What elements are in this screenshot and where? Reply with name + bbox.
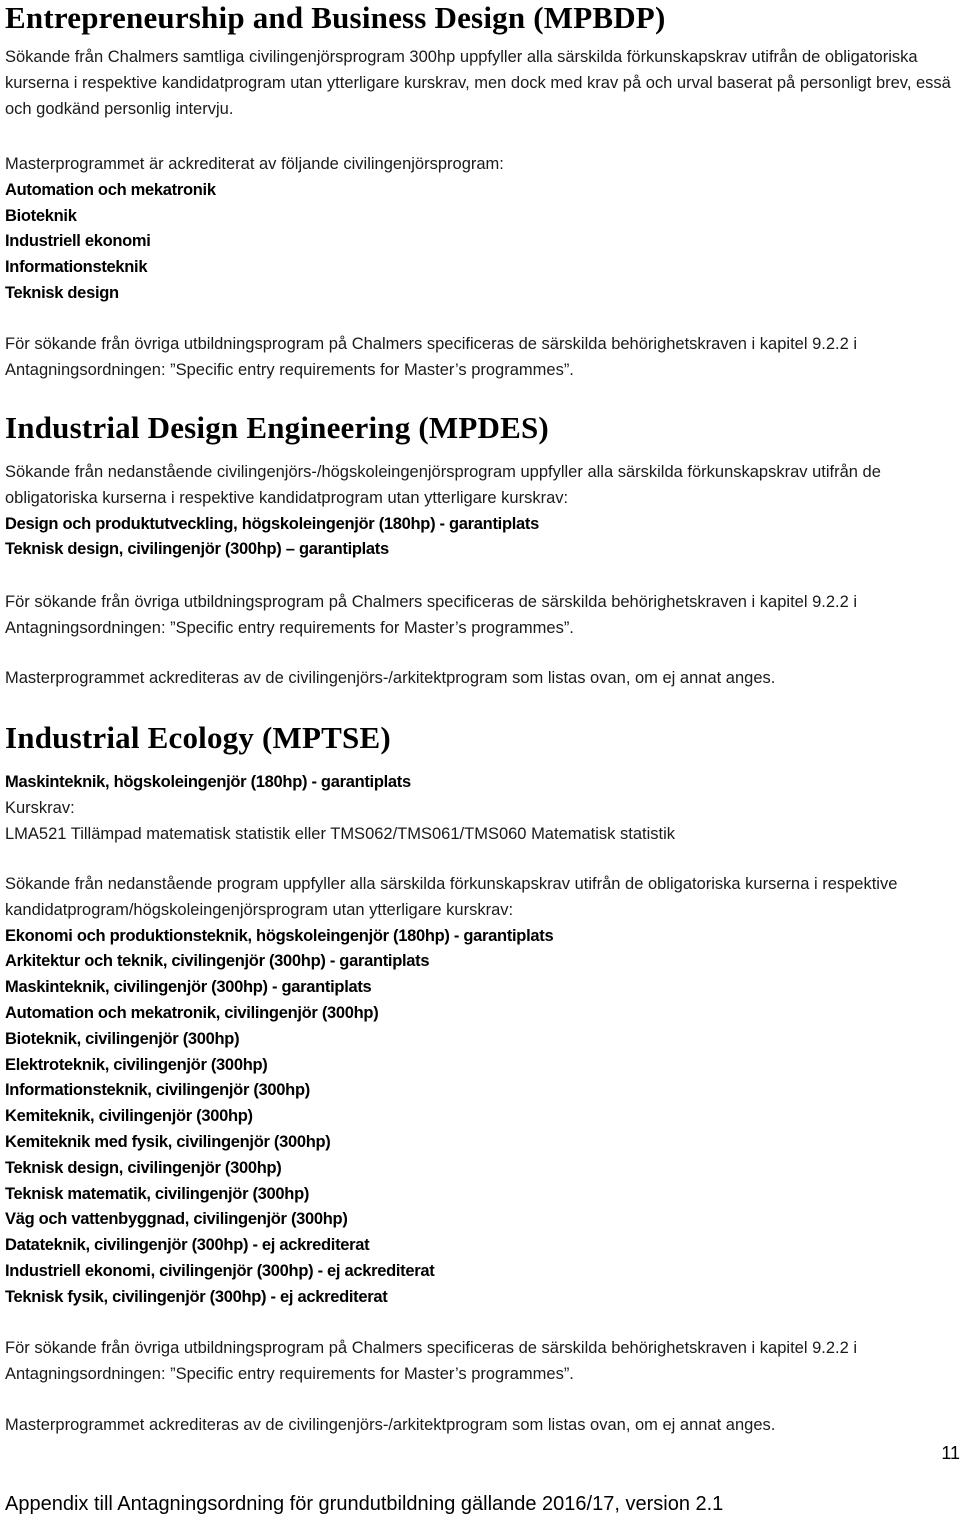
accreditation-block-mpbdp xyxy=(5,152,504,307)
program-item: Kemiteknik med fysik, civilingenjör (300hp) xyxy=(5,1132,331,1151)
program-item: Informationsteknik, civilingenjör (300hp) xyxy=(5,1081,310,1100)
program-item: Maskinteknik, civilingenjör (300hp) - garantiplats xyxy=(5,978,372,997)
program-item: Bioteknik xyxy=(5,206,77,225)
program-item: Teknisk design, civilingenjör (300hp) – garantiplats xyxy=(5,540,389,559)
program-item: Teknisk fysik, civilingenjör (300hp) - ej ackrediterat xyxy=(5,1287,388,1306)
page-footer: Appendix till Antagningsordning för grundutbildning gällande 2016/17, version 2.1 xyxy=(5,1493,724,1515)
program-item: Elektroteknik, civilingenjör (300hp) xyxy=(5,1055,268,1074)
program-list-mpbdp xyxy=(5,178,504,307)
program-item: Arkitektur och teknik, civilingenjör (300hp) - garantiplats xyxy=(5,952,430,971)
intro-text: Sökande från nedanstående civilingenjörs-/högskoleingenjörsprogram uppfyller alla särskilda förkunskapskrav utifrån de obligatoriska kurserna i respektive kandidatprogram utan ytterligare kurskrav: xyxy=(5,463,881,507)
program-item: Väg och vattenbyggnad, civilingenjör (300hp) xyxy=(5,1210,348,1229)
program-item: Datateknik, civilingenjör (300hp) - ej ackrediterat xyxy=(5,1236,370,1255)
program-item: Informationsteknik xyxy=(5,258,148,277)
section-intro-mptse xyxy=(5,872,955,1311)
program-item: Teknisk design xyxy=(5,283,119,302)
other-applicants-text: För sökande från övriga utbildningsprogram på Chalmers specificeras de särskilda behörighetskraven i kapitel 9.2.2 i Antagningsordningen: ”Specific entry requirements for Master’s programmes”. xyxy=(5,335,858,379)
program-item: Automation och mekatronik, civilingenjör (300hp) xyxy=(5,1003,379,1022)
program-item: Ekonomi och produktionsteknik, högskoleingenjör (180hp) - garantiplats xyxy=(5,926,554,945)
program-list-mptse xyxy=(5,924,955,1311)
course-requirements-label: Kurskrav: xyxy=(5,798,75,817)
program-item: Bioteknik, civilingenjör (300hp) xyxy=(5,1029,240,1048)
program-item: Design och produktutveckling, högskoleingenjör (180hp) - garantiplats xyxy=(5,514,539,533)
other-applicants-text: För sökande från övriga utbildningsprogram på Chalmers specificeras de särskilda behörighetskraven i kapitel 9.2.2 i Antagningsordningen: ”Specific entry requirements for Master’s programmes”. xyxy=(5,593,858,637)
accreditation-label: Masterprogrammet är ackrediterat av följande civilingenjörsprogram: xyxy=(5,155,504,173)
program-item: Industriell ekonomi xyxy=(5,232,151,251)
accreditation-note: Masterprogrammet ackrediteras av de civilingenjörs-/arkitektprogram som listas ovan, om ej annat anges. xyxy=(5,669,776,687)
course-requirements-block xyxy=(5,770,675,847)
page-number: 11 xyxy=(941,1443,960,1463)
program-item: Teknisk design, civilingenjör (300hp) xyxy=(5,1158,282,1177)
intro-text: Sökande från nedanstående program uppfyller alla särskilda förkunskapskrav utifrån de obligatoriska kurserna i respektive kandidatprogram/högskoleingenjörsprogram utan ytterligare kurskrav: xyxy=(5,875,898,919)
program-list-mpdes xyxy=(5,512,955,564)
section-title-mptse: Industrial Ecology (MPTSE) xyxy=(5,720,391,755)
program-item: Kemiteknik, civilingenjör (300hp) xyxy=(5,1107,253,1126)
program-item: Automation och mekatronik xyxy=(5,180,216,199)
other-applicants-text: För sökande från övriga utbildningsprogram på Chalmers specificeras de särskilda behörighetskraven i kapitel 9.2.2 i Antagningsordningen: ”Specific entry requirements for Master’s programmes”. xyxy=(5,1339,858,1383)
section-title-mpdes: Industrial Design Engineering (MPDES) xyxy=(5,410,549,445)
course-requirements-text: LMA521 Tillämpad matematisk statistik eller TMS062/TMS061/TMS060 Matematisk statistik xyxy=(5,824,676,843)
required-program: Maskinteknik, högskoleingenjör (180hp) - garantiplats xyxy=(5,773,411,791)
section-title-mpbdp: Entrepreneurship and Business Design (MPBDP) xyxy=(5,0,666,35)
program-item: Industriell ekonomi, civilingenjör (300hp) - ej ackrediterat xyxy=(5,1261,435,1280)
program-item: Teknisk matematik, civilingenjör (300hp) xyxy=(5,1184,310,1203)
section-intro-mpbdp: Sökande från Chalmers samtliga civilingenjörsprogram 300hp uppfyller alla särskilda förkunskapskrav utifrån de obligatoriska kurserna i respektive kandidatprogram utan ytterligare kurskrav, men dock med krav på och urval baserat på personligt brev, essä och godkänd personlig intervju. xyxy=(5,48,951,118)
accreditation-note: Masterprogrammet ackrediteras av de civilingenjörs-/arkitektprogram som listas ovan, om ej annat anges. xyxy=(5,1416,776,1434)
section-intro-mpdes xyxy=(5,460,955,563)
